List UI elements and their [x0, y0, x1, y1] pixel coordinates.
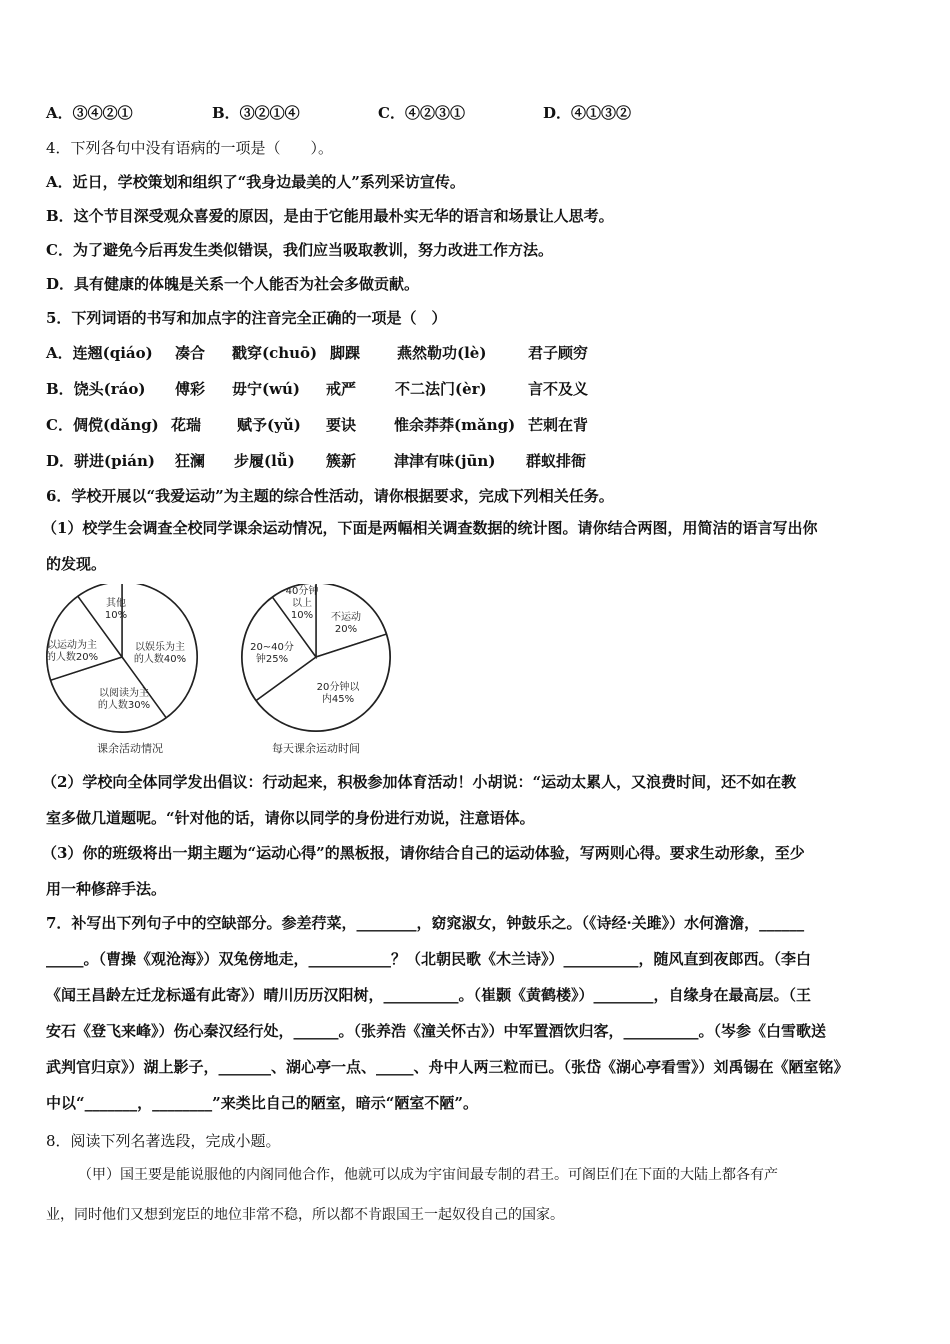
q4-option-a: A．近日，学校策划和组织了“我身边最美的人”系列采访宣传。 [46, 173, 465, 191]
pie-slice-label: 以娱乐为主的人数40% [133, 642, 187, 665]
pie-chart-exercise-time [232, 584, 402, 760]
q5-word: 惟余莽莽(mǎng) [394, 416, 516, 434]
q8-passage-line2: 业，同时他们又想到宠臣的地位非常不稳，所以都不肯跟国王一起奴役自己的国家。 [46, 1207, 564, 1223]
pie-slice-label: 20分钟以内45% [316, 682, 360, 705]
q5-word: 戳穿(chuō) [232, 344, 318, 362]
q5-word: A．连翘(qiáo) [46, 344, 153, 362]
q5-word: 脚踝 [330, 344, 361, 362]
q4-option-c: C．为了避免今后再发生类似错误，我们应当吸取教训，努力改进工作方法。 [46, 241, 553, 259]
pie-slice-label: 其他 10% [104, 598, 128, 621]
q4-stem: 4．下列各句中没有语病的一项是（ ）。 [46, 139, 334, 157]
q3-option-a: A．③④②① [46, 104, 133, 122]
q5-row-c [46, 414, 666, 434]
pie-slice-label: 20~40分钟25% [250, 642, 294, 665]
q6-part3-line2: 用一种修辞手法。 [46, 880, 167, 898]
q5-word: C．倜傥(dǎng) [46, 416, 159, 434]
q7-line: 《闻王昌龄左迁龙标遥有此寄》）晴川历历汉阳树，__________。（崔颢《黄鹤楼》）________，自缘身在最高层。（王 [46, 986, 812, 1004]
q5-word: 狂澜 [175, 452, 206, 470]
q5-word: 津津有味(jūn) [394, 452, 496, 470]
q4-option-d: D．具有健康的体魄是关系一个人能否为社会多做贡献。 [46, 275, 420, 293]
q7-line: 武判官归京》）湖上影子，_______、湖心亭一点、_____、舟中人两三粒而已。（张岱《湖心亭看雪》）刘禹锡在《陋室铭》 [46, 1058, 849, 1076]
q3-option-c: C．④②③① [378, 104, 465, 122]
q8-stem: 8．阅读下列名著选段，完成小题。 [46, 1132, 281, 1150]
q6-stem: 6．学校开展以“我爱运动”为主题的综合性活动，请你根据要求，完成下列相关任务。 [46, 487, 614, 505]
q5-word: D．骈进(pián) [46, 452, 156, 470]
q5-word: 群蚁排衙 [526, 452, 587, 470]
q5-row-b [46, 378, 666, 398]
q7-line: 安石《登飞来峰》）伤心秦汉经行处，______。（张养浩《潼关怀古》）中军置酒饮归客，__________。（岑参《白雪歌送 [46, 1022, 827, 1040]
q6-part1-line1: （1）校学生会调查全校同学课余运动情况，下面是两幅相关调查数据的统计图。请你结合两图，用简洁的语言写出你 [42, 519, 818, 537]
q5-word: 戒严 [326, 380, 357, 398]
q6-part1-line2: 的发现。 [46, 555, 107, 573]
q5-word: 燕然勒功(lè) [397, 344, 487, 362]
q7-line: 7．补写出下列句子中的空缺部分。参差荇菜，________，窈窕淑女，钟鼓乐之。（《诗经·关雎》）水何澹澹，______ [46, 914, 805, 932]
q5-word: 要诀 [326, 416, 357, 434]
q5-word: 芒刺在背 [528, 416, 589, 434]
pie-slice-label: 40分钟以上 10% [285, 586, 319, 621]
q5-word: 凑合 [175, 344, 206, 362]
q5-word: 言不及义 [528, 380, 589, 398]
q7-line: 中以“_______，________”来类比自己的陋室，暗示“陋室不陋”。 [46, 1094, 479, 1112]
chart-title: 课余活动情况 [97, 742, 163, 755]
q5-word: 君子顾穷 [528, 344, 589, 362]
q5-word: 不二法门(èr) [395, 380, 487, 398]
pie-slice-label: 以阅读为主的人数30% [97, 688, 151, 711]
pie-slice-label: 不运动 20% [331, 612, 361, 635]
q8-passage-line1: （甲）国王要是能说服他的内阁同他合作，他就可以成为宇宙间最专制的君王。可阁臣们在下面的大陆上都各有产 [78, 1167, 778, 1183]
q3-option-b: B．③②①④ [212, 104, 300, 122]
q4-option-b: B．这个节目深受观众喜爱的原因，是由于它能用最朴实无华的语言和场景让人思考。 [46, 207, 614, 225]
q5-word: 毋宁(wú) [232, 380, 301, 398]
q5-word: 簇新 [326, 452, 357, 470]
q5-word: B．饶头(ráo) [46, 380, 146, 398]
q5-word: 赋予(yǔ) [237, 416, 301, 434]
q5-word: 花瑞 [171, 416, 202, 434]
q6-part2-line1: （2）学校向全体同学发出倡议：行动起来，积极参加体育活动！小胡说：“运动太累人，又浪费时间，还不如在教 [42, 773, 797, 791]
q5-row-d [46, 450, 666, 470]
chart-title: 每天课余运动时间 [272, 742, 360, 755]
q6-part2-line2: 室多做几道题呢。“针对他的话，请你以同学的身份进行劝说，注意语体。 [46, 809, 535, 827]
q5-row-a [46, 342, 666, 362]
q5-stem: 5．下列词语的书写和加点字的注音完全正确的一项是（ ） [46, 309, 447, 327]
q3-option-d: D．④①③② [543, 104, 632, 122]
q5-word: 傅彩 [175, 380, 206, 398]
pie-slice-label: 以运动为主的人数20% [45, 640, 99, 663]
q5-word: 步履(lǚ) [234, 452, 295, 470]
q7-line: _____。（曹操《观沧海》）双兔傍地走，___________？（北朝民歌《木兰诗》）__________，随风直到夜郎西。（李白 [46, 950, 812, 968]
q6-part3-line1: （3）你的班级将出一期主题为“运动心得”的黑板报，请你结合自己的运动体验，写两则心得。要求生动形象，至少 [42, 844, 805, 862]
pie-chart-activity [40, 584, 210, 760]
